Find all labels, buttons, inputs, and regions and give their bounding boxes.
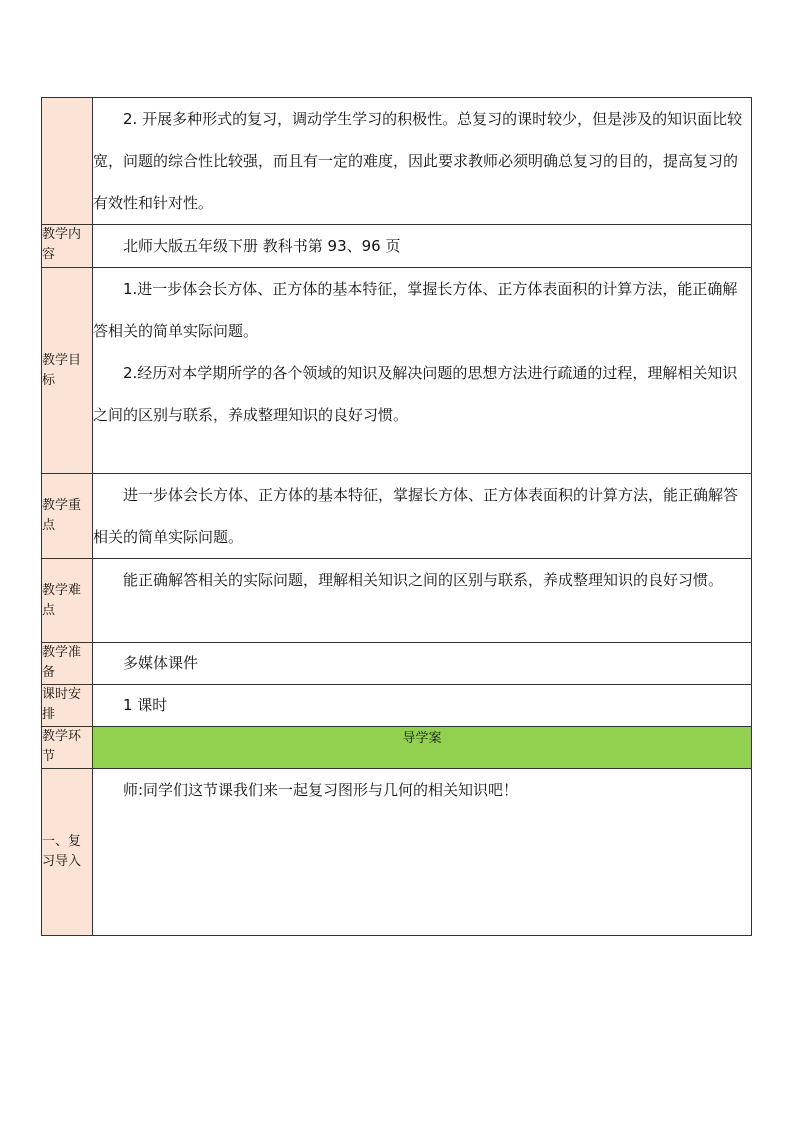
table-row bbox=[42, 769, 752, 936]
goal-item: 1.进一步体会长方体、正方体的基本特征，掌握长方体、正方体表面积的计算方法，能正确解答相关的简单实际问题。 bbox=[93, 280, 738, 340]
difficulties-label: 教学难点 bbox=[42, 559, 93, 643]
intro-paragraph: 2. 开展多种形式的复习，调动学生学习的积极性。总复习的课时较少，但是涉及的知识面比较宽，问题的综合性比较强，而且有一定的难度，因此要求教师必须明确总复习的目的，提高复习的有效性和针对性。 bbox=[93, 110, 743, 212]
difficulties-cell bbox=[93, 559, 752, 643]
key-points-cell bbox=[93, 474, 752, 559]
table-row bbox=[42, 559, 752, 643]
key-points-label: 教学重点 bbox=[42, 474, 93, 559]
table-row bbox=[42, 727, 752, 769]
difficulties-text: 能正确解答相关的实际问题，理解相关知识之间的区别与联系，养成整理知识的良好习惯。 bbox=[123, 571, 724, 589]
table-row bbox=[42, 474, 752, 559]
goals-label: 教学目标 bbox=[42, 268, 93, 474]
goal-item: 2.经历对本学期所学的各个领域的知识及解决问题的思想方法进行疏通的过程，理解相关知识之间的区别与联系，养成整理知识的良好习惯。 bbox=[93, 364, 738, 424]
intro-cell bbox=[93, 98, 752, 225]
content-label: 教学内容 bbox=[42, 225, 93, 268]
preparation-cell bbox=[93, 643, 752, 685]
review-label: 一、复习导入 bbox=[42, 769, 93, 936]
table-row bbox=[42, 225, 752, 268]
stage-label: 教学环节 bbox=[42, 727, 93, 769]
schedule-label: 课时安排 bbox=[42, 685, 93, 727]
row-label-empty bbox=[42, 98, 93, 225]
preparation-label: 教学准备 bbox=[42, 643, 93, 685]
content-cell bbox=[93, 225, 752, 268]
content-text: 北师大版五年级下册 教科书第 93、96 页 bbox=[123, 237, 401, 255]
stage-header: 导学案 bbox=[93, 727, 752, 769]
schedule-text: 1 课时 bbox=[123, 696, 168, 714]
review-cell bbox=[93, 769, 752, 936]
key-points-text: 进一步体会长方体、正方体的基本特征，掌握长方体、正方体表面积的计算方法，能正确解答相关的简单实际问题。 bbox=[93, 486, 739, 546]
preparation-text: 多媒体课件 bbox=[123, 654, 199, 672]
table-row bbox=[42, 685, 752, 727]
table-row bbox=[42, 268, 752, 474]
table-row bbox=[42, 98, 752, 225]
review-text: 师:同学们这节课我们来一起复习图形与几何的相关知识吧！ bbox=[123, 781, 519, 799]
schedule-cell bbox=[93, 685, 752, 727]
table-row bbox=[42, 643, 752, 685]
goals-cell bbox=[93, 268, 752, 474]
lesson-plan-table bbox=[41, 97, 752, 936]
